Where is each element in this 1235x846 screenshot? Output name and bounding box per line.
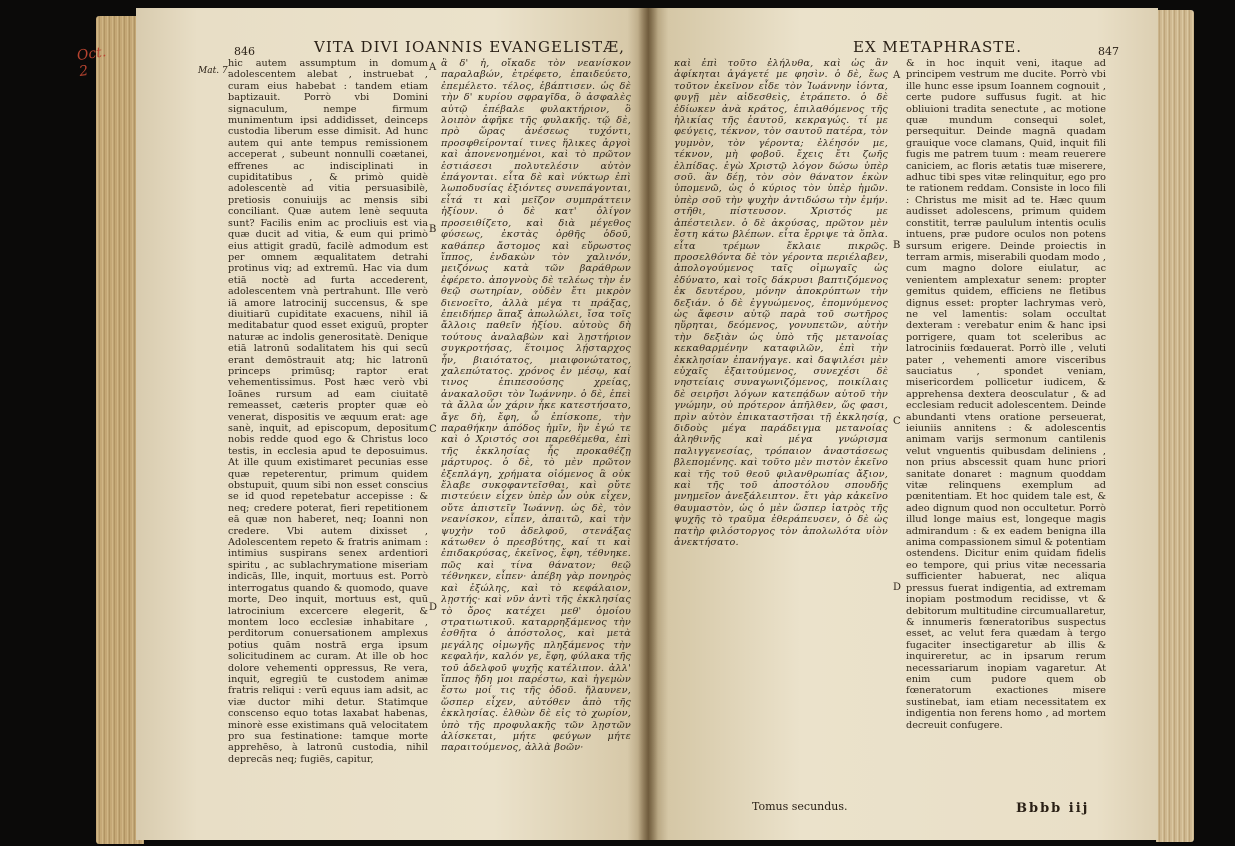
left-page <box>136 8 648 840</box>
left-margin-note: Mat. 7. <box>198 66 231 76</box>
right-marker-c: C <box>893 416 901 427</box>
right-catchword: Tomus secundus. <box>752 800 848 813</box>
right-running-head: EX METAPHRASTE. <box>853 38 1023 56</box>
left-folio: 846 <box>234 45 255 58</box>
right-greek-column: καὶ ἐπὶ τοῦτο ἐλήλυθα, καὶ ὡς ἂν ἀφίκηται ἀγάγετέ με φησὶν. ὁ δὲ, ἕως τοῦτον ἐκεῖνον εἶδε τὸν Ἰωάννην ἰόντα, φυγῇ μὲν αἰδεσθεὶς, ἐτράπετο. ὁ δὲ ἐδίωκεν ἀνὰ κράτος, ἐπιλαθόμενος τῆς ἡλικίας τῆς ἑαυτοῦ, κεκραγώς. τί με φεύγεις, τέκνον, τὸν σαυτοῦ πατέρα, τὸν γυμνὸν, τὸν γέροντα; ἐλέησόν με, τέκνον, μὴ φοβοῦ. ἔχεις ἔτι ζωῆς ἐλπίδας. ἐγὼ Χριστῷ λόγον δώσω ὑπὲρ σοῦ. ἂν δέῃ, τὸν σὸν θάνατον ἑκὼν ὑπομενῶ, ὡς ὁ κύριος τὸν ὑπὲρ ἡμῶν. ὑπὲρ σοῦ τὴν ψυχὴν ἀντιδώσω τὴν ἐμήν. στῆθι, πίστευσον. Χριστός με ἀπέστειλεν. ὁ δὲ ἀκούσας, πρῶτον μὲν ἔστη κάτω βλέπων. εἶτα ἔρριψε τὰ ὅπλα. εἶτα τρέμων ἔκλαιε πικρῶς. προσελθόντα δὲ τὸν γέροντα περιέλαβεν, ἀπολογούμενος ταῖς οἰμωγαῖς ὡς ἐδύνατο, καὶ τοῖς δάκρυσι βαπτιζόμενος ἐκ δευτέρου, μόνην ἀποκρύπτων τὴν δεξιάν. ὁ δὲ ἐγγυώμενος, ἐπομνύμενος ὡς ἄφεσιν αὐτῷ παρὰ τοῦ σωτῆρος ηὕρηται, δεόμενος, γονυπετῶν, αὐτὴν τὴν δεξιὰν ὡς ὑπὸ τῆς μετανοίας κεκαθαρμένην καταφιλῶν, ἐπὶ τὴν ἐκκλησίαν ἐπανήγαγε. καὶ δαψιλέσι μὲν εὐχαῖς ἐξαιτούμενος, συνεχέσι δὲ νηστείαις συναγωνιζόμενος, ποικίλαις δὲ σειρῆσι λόγων κατεπᾴδων αὐτοῦ τὴν γνώμην, οὐ πρότερον ἀπῆλθεν, ὥς φασι, πρὶν αὐτὸν ἐπικαταστῆσαι τῇ ἐκκλησίᾳ, διδοὺς μέγα παράδειγμα μετανοίας ἀληθινῆς καὶ μέγα γνώρισμα παλιγγενεσίας, τρόπαιον ἀναστάσεως βλεπομένης. καὶ τοῦτο μὲν πιστὸν ἐκεῖνο καὶ τῆς τοῦ θεοῦ φιλανθρωπίας ἄξιον, καὶ τῆς τοῦ ἀποστόλου σπουδῆς μνημεῖον ἀνεξάλειπτον. ἔτι γὰρ κἀκεῖνο θαυμαστὸν, ὡς ὁ μὲν ὥσπερ ἰατρὸς τῆς ψυχῆς τὸ τραῦμα ἐθεράπευσεν, ὁ δὲ ὡς πατὴρ φιλόστοργος τὸν ἀπολωλότα υἱὸν ἀνεκτήσατο. <box>674 58 888 549</box>
open-book <box>75 6 1194 844</box>
handwritten-margin-note: Oct. 2 <box>75 44 108 80</box>
right-latin-column: & in hoc inquit veni, itaque ad principem vestrum me ducite. Porrò vbi ille hunc esse ipsum Ioannem cognouit , certe pudore suffusus fugit. at hic obliuioni tradita senectute , ac motione quæ mundum consequi solet, persequitur. Deinde magnā quadam grauique voce clamans, Quid, inquit fili fugis me patrem tuum : meam reuerere caniciem, ac floris ætatis tuæ miserere, adhuc tibi spes vitæ relinquitur, ego pro te rationem reddam. Consiste in loco fili : Christus me misit ad te. Hæc quum audisset adolescens, primum quidem constitit, terræ paululum intentis oculis intuens, præ pudore oculos non potens sursum erigere. Deinde proiectis in terram armis, miserabili quodam modo , cum magno dolore eiulatur, ac venientem amplexatur senem: propter gemitus quidem, efficiens ne fletibus dignus esset: propter lachrymas verò, ne vel lamentis: solam occultat dexteram : verebatur enim & hanc ipsi porrigere, quam tot sceleribus ac latrociniis fœdauerat. Porrò ille , veluti pater , vehementi amore visceribus sauciatus , spondet veniam, misericordem pollicetur iudicem, & apprehensa dextera deosculatur , & ad ecclesiam reducit adolescentem. Deinde abundanti vtens oratione perseuerat, ieiuniis annitens : & adolescentis animam varijs sermonum cantilenis velut vnguentis quibusdam deliniens , non prius abscessit quam hunc priori sanitate donaret : magnum quoddam vitæ relinquens exemplum ad pœnitentiam. Et hoc quidem tale est, & adeo dignum quod non occultetur. Porrò illud longe maius est, longeque magis admirandum : & ex eadem benigna illa anima compassionem simul & potentiam ostendens. Dicitur enim quidam fidelis eo tempore, qui prius vitæ necessaria sufficienter habuerat, nec aliqua pressus fuerat indigentia, ad extremam inopiam postmodum recidisse, vt & debitorum multitudine circumuallaretur, & innumeris fœneratoribus suspectus esset, ac velut fera quædam à tergo fugaciter insectigaretur ab illis & inquireretur, ac in ipsarum rerum necessariarum inopiam vagaretur. At enim cum pudore quem ob fœneratorum exactiones misere sustinebat, iam etiam necessitatem ex indigentia non ferens homo , ad mortem decreuit confugere. <box>906 58 1106 731</box>
gutter-shadow <box>638 8 658 840</box>
left-greek-column: ἃ δ' ἦ, οἴκαδε τὸν νεανίσκον παραλαβών, ἐτρέφετο, ἐπαιδεύετο, ἐπεμέλετο. τέλος, ἐβάπτισεν. ὡς δὲ τὴν δ' κυρίου σφραγῖδα, ὃ ἀσφαλὲς αὐτῷ ἐπέβαλε φυλακτήριον, ὃ λοιπὸν ἀφῆκε τῆς φυλακῆς. τῷ δὲ, πρὸ ὥρας ἀνέσεως τυχόντι, προσφθείρονταί τινες ἥλικες ἀργοὶ καὶ ἀπονενοημένοι, καὶ τὸ πρῶτον ἑστιάσεσι πολυτελέσιν αὐτὸν ἐπάγονται. εἶτα δὲ καὶ νύκτωρ ἐπὶ λωποδυσίας ἐξιόντες συνεπάγονται, εἶτά τι καὶ μεῖζον συμπράττειν ἠξίουν. ὁ δὲ κατ' ὀλίγον προσειθίζετο, καὶ διὰ μέγεθος φύσεως, ἐκστὰς ὀρθῆς ὁδοῦ, καθάπερ ἄστομος καὶ εὔρωστος ἵππος, ἐνδακὼν τὸν χαλινόν, μειζόνως κατὰ τῶν βαράθρων ἐφέρετο. ἀπογνοὺς δὲ τελέως τὴν ἐν θεῷ σωτηρίαν, οὐδὲν ἔτι μικρὸν διενοεῖτο, ἀλλὰ μέγα τι πράξας, ἐπειδήπερ ἅπαξ ἀπωλώλει, ἴσα τοῖς ἄλλοις παθεῖν ἠξίου. αὐτοὺς δὴ τούτους ἀναλαβὼν καὶ λῃστήριον συγκροτήσας, ἕτοιμος λῄσταρχος ἦν, βιαιότατος, μιαιφονώτατος, χαλεπώτατος. χρόνος ἐν μέσῳ, καί τινος ἐπιπεσούσης χρείας, ἀνακαλοῦσι τὸν Ἰωάννην. ὁ δὲ, ἐπεὶ τὰ ἄλλα ὧν χάριν ἧκε κατεστήσατο, ἄγε δὴ, ἔφη, ὦ ἐπίσκοπε, τὴν παραθήκην ἀπόδος ἡμῖν, ἣν ἐγώ τε καὶ ὁ Χριστός σοι παρεθέμεθα, ἐπὶ τῆς ἐκκλησίας ἧς προκαθέζῃ μάρτυρος. ὁ δὲ, τὸ μὲν πρῶτον ἐξεπλάγη, χρήματα οἰόμενος ἃ οὐκ ἔλαβε συκοφαντεῖσθαι, καὶ οὔτε πιστεύειν εἶχεν ὑπὲρ ὧν οὐκ εἶχεν, οὔτε ἀπιστεῖν Ἰωάννῃ. ὡς δὲ, τὸν νεανίσκον, εἶπεν, ἀπαιτῶ, καὶ τὴν ψυχὴν τοῦ ἀδελφοῦ, στενάξας κάτωθεν ὁ πρεσβύτης, καί τι καὶ ἐπιδακρύσας, ἐκεῖνος, ἔφη, τέθνηκε. πῶς καὶ τίνα θάνατον; θεῷ τέθνηκεν, εἶπεν· ἀπέβη γὰρ πονηρὸς καὶ ἐξώλης, καὶ τὸ κεφάλαιον, λῃστής· καὶ νῦν ἀντὶ τῆς ἐκκλησίας τὸ ὄρος κατέχει μεθ' ὁμοίου στρατιωτικοῦ. καταρρηξάμενος τὴν ἐσθῆτα ὁ ἀπόστολος, καὶ μετὰ μεγάλης οἰμωγῆς πληξάμενος τὴν κεφαλήν, καλόν γε, ἔφη, φύλακα τῆς τοῦ ἀδελφοῦ ψυχῆς κατέλιπον. ἀλλ' ἵππος ἤδη μοι παρέστω, καὶ ἡγεμὼν ἔστω μοί τις τῆς ὁδοῦ. ἤλαυνεν, ὥσπερ εἶχεν, αὐτόθεν ἀπὸ τῆς ἐκκλησίας. ἐλθὼν δὲ εἰς τὸ χωρίον, ὑπὸ τῆς προφυλακῆς τῶν λῃστῶν ἁλίσκεται, μήτε φεύγων μήτε παραιτούμενος, ἀλλὰ βοῶν· <box>441 58 631 754</box>
right-page <box>648 8 1158 840</box>
left-marker-a: A <box>429 62 437 73</box>
right-marker-b: B <box>893 240 901 251</box>
right-marker-a: A <box>893 70 901 81</box>
left-marker-d: D <box>429 602 438 613</box>
left-marker-c: C <box>429 424 437 435</box>
left-marker-b: B <box>429 224 437 235</box>
left-running-head: VITA DIVI IOANNIS EVANGELISTÆ, <box>314 38 625 56</box>
right-signature: Bbbb iij <box>1016 801 1090 816</box>
right-folio: 847 <box>1098 45 1119 58</box>
right-marker-d: D <box>893 582 902 593</box>
left-latin-column: hic autem assumptum in domum adolescentem alebat , instruebat , curam eius habebat : tandem etiam baptizauit. Porrò vbi Domini signaculum, nempe firmum munimentum ipsi addidisset, deinceps custodia liberum esse dimisit. Ad hunc autem qui ante tempus remissionem acceperat , subeunt nonnulli coætanei, effrenes ac indisciplinati in cupiditatibus , & primò quidè adolescentè ad vitia persuasibilè, pretiosis conuiuijs ac mensis sibi conciliant. Quæ autem lenè sequuta sunt? Facilis enim ac procliuis est via quæ ducit ad vitia, & eum qui primò eius attigit gradū, facilè admodum est per omnem æqualitatem detrahi protinus viq; ad extremū. Hac via dum etiā noctè ad furta accederent, adolescentem vnà pertrahunt. Ille verò iā amore latrocinij succensus, & spe diuitiarū cupiditate exacuens, nihil iā meditabatur quod esset exiguū, propter naturæ ac indolis generositatè. Denique etiā latronū sodalitatem his qui secū erant demōstrauit atq; hic latronū princeps primūsq; raptor erat vehementissimus. Post hæc verò vbi Ioānes rursum ad eam ciuitatē remeasset, cæteris propter quæ eò venerat, dispositis ve æquum erat: age sanè, inquit, ad episcopum, depositum nobis redde quod ego & Christus loco testis, in ecclesia apud te deposuimus. At ille quum existimaret pecunias esse quæ repeterentur, primum quidem obstupuit, quum sibi non esset conscius se id quod repetebatur accepisse : & neq; credere poterat, fieri repetitionem eā quæ non haberet, neq; Ioanni non credere. Vbi autem dixisset , Adolescentem repeto & fratris animam : intimius suspirans senex ardentiori spiritu , ac sublachrymatione miseriam indicās, Ille, inquit, mortuus est. Porrò interrogatus quando & quomodo, quave morte, Deo inquit, mortuus est, quū latrocinium excercere elegerit, & montem loco ecclesiæ inhabitare , perditorum conuersationem amplexus potius quām nostrā erga ipsum solicitudinem ac curam. At ille ob hoc dolore vehementi oppressus, Re vera, inquit, egregiū te custodem animæ fratris reliqui : verū equus iam adsit, ac viæ ductor mihi detur. Statimque conscenso equo totas laxabat habenas, minorè esse existimans quā velocitatem pro sua festinatione: tamque morte apprehēso, à latronū custodia, nihil deprecās neq; fugiēs, capitur, <box>228 58 428 765</box>
right-fore-edge <box>1156 10 1194 842</box>
